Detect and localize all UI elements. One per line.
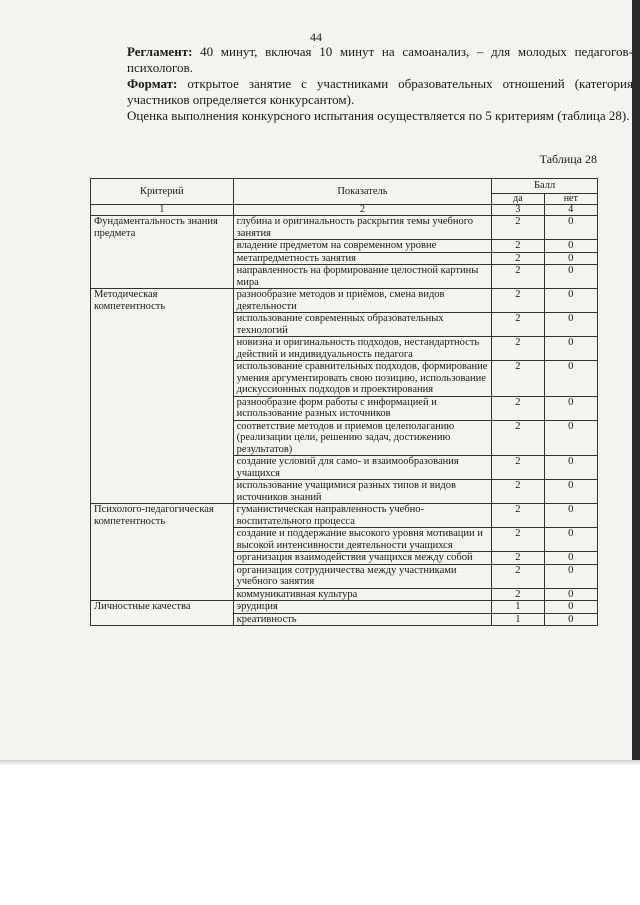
score-yes-cell: 2 bbox=[492, 480, 544, 504]
regulation-text: 40 минут, включая 10 минут на самоанализ, – для молодых педагогов-психологов. bbox=[127, 44, 633, 75]
score-no-cell: 0 bbox=[544, 504, 597, 528]
indicator-cell: разнообразие форм работы с информацией и использование разных источников bbox=[233, 396, 492, 420]
score-yes-cell: 2 bbox=[492, 564, 544, 588]
indicator-cell: владение предметом на современном уровне bbox=[233, 240, 492, 253]
paragraph-regulation bbox=[91, 44, 633, 76]
score-yes-cell: 2 bbox=[492, 456, 544, 480]
score-no-cell: 0 bbox=[544, 240, 597, 253]
score-yes-cell: 2 bbox=[492, 588, 544, 601]
scan-edge bbox=[0, 760, 640, 766]
indicator-cell: направленность на формирование целостной картины мира bbox=[233, 265, 492, 289]
table-row bbox=[91, 289, 598, 313]
indicator-cell: создание условий для само- и взаимообразования учащихся bbox=[233, 456, 492, 480]
score-yes-cell: 2 bbox=[492, 552, 544, 565]
indicator-cell: использование сравнительных подходов, формирование умения аргументировать свою позицию, использование дискуссионных подходов и проектирования bbox=[233, 361, 492, 397]
page-number: 44 bbox=[310, 30, 322, 44]
criterion-cell: Фундаментальность знания предмета bbox=[91, 216, 234, 289]
paragraph-format bbox=[91, 76, 633, 108]
score-yes-cell: 2 bbox=[492, 504, 544, 528]
score-no-cell: 0 bbox=[544, 588, 597, 601]
column-number: 3 bbox=[492, 205, 544, 216]
score-yes-cell: 2 bbox=[492, 361, 544, 397]
score-yes-cell: 2 bbox=[492, 337, 544, 361]
score-yes-cell: 2 bbox=[492, 289, 544, 313]
score-yes-cell: 2 bbox=[492, 420, 544, 456]
score-no-cell: 0 bbox=[544, 480, 597, 504]
score-yes-cell: 2 bbox=[492, 216, 544, 240]
criterion-cell: Методическая компетентность bbox=[91, 289, 234, 504]
format-label: Формат: bbox=[127, 76, 178, 91]
indicator-cell: метапредметность занятия bbox=[233, 252, 492, 265]
header-yes: да bbox=[492, 194, 544, 205]
score-no-cell: 0 bbox=[544, 265, 597, 289]
score-no-cell: 0 bbox=[544, 396, 597, 420]
criterion-cell: Личностные качества bbox=[91, 601, 234, 626]
indicator-cell: соответствие методов и приемов целеполаганию (реализации цели, решению задач, достижению результатов) bbox=[233, 420, 492, 456]
indicator-cell: организация взаимодействия учащихся между собой bbox=[233, 552, 492, 565]
indicator-cell: использование учащимися разных типов и видов источников знаний bbox=[233, 480, 492, 504]
score-yes-cell: 2 bbox=[492, 313, 544, 337]
score-no-cell: 0 bbox=[544, 216, 597, 240]
table-caption: Таблица 28 bbox=[539, 152, 597, 166]
header-criterion: Критерий bbox=[91, 179, 234, 205]
indicator-cell: эрудиция bbox=[233, 601, 492, 614]
score-no-cell: 0 bbox=[544, 313, 597, 337]
score-no-cell: 0 bbox=[544, 252, 597, 265]
indicator-cell: новизна и оригинальность подходов, нестандартность действий и индивидуальность педагога bbox=[233, 337, 492, 361]
score-no-cell: 0 bbox=[544, 361, 597, 397]
header-indicator: Показатель bbox=[233, 179, 492, 205]
column-number: 1 bbox=[91, 205, 234, 216]
score-yes-cell: 2 bbox=[492, 252, 544, 265]
table-row bbox=[91, 216, 598, 240]
indicator-cell: разнообразие методов и приёмов, смена видов деятельности bbox=[233, 289, 492, 313]
score-yes-cell: 2 bbox=[492, 265, 544, 289]
table-row bbox=[91, 601, 598, 614]
criterion-cell: Психолого-педагогическая компетентность bbox=[91, 504, 234, 601]
paragraph-evaluation: Оценка выполнения конкурсного испытания осуществляется по 5 критериям (таблица 28). bbox=[127, 108, 630, 123]
indicator-cell: креативность bbox=[233, 613, 492, 626]
indicator-cell: организация сотрудничества между участниками учебного занятия bbox=[233, 564, 492, 588]
score-no-cell: 0 bbox=[544, 564, 597, 588]
table-row bbox=[91, 504, 598, 528]
indicator-cell: коммуникативная культура bbox=[233, 588, 492, 601]
score-no-cell: 0 bbox=[544, 289, 597, 313]
header-score: Балл bbox=[492, 179, 598, 194]
column-number: 4 bbox=[544, 205, 597, 216]
score-yes-cell: 2 bbox=[492, 240, 544, 253]
score-yes-cell: 2 bbox=[492, 396, 544, 420]
score-no-cell: 0 bbox=[544, 601, 597, 614]
indicator-cell: использование современных образовательных технологий bbox=[233, 313, 492, 337]
header-no: нет bbox=[544, 194, 597, 205]
score-no-cell: 0 bbox=[544, 420, 597, 456]
score-no-cell: 0 bbox=[544, 528, 597, 552]
score-no-cell: 0 bbox=[544, 337, 597, 361]
indicator-cell: гуманистическая направленность учебно-воспитательного процесса bbox=[233, 504, 492, 528]
score-no-cell: 0 bbox=[544, 552, 597, 565]
score-no-cell: 0 bbox=[544, 456, 597, 480]
regulation-label: Регламент: bbox=[127, 44, 193, 59]
format-text: открытое занятие с участниками образовательных отношений (категория участников определяется конкурсантом). bbox=[127, 76, 633, 107]
score-yes-cell: 2 bbox=[492, 528, 544, 552]
table-body bbox=[91, 216, 598, 626]
criteria-table bbox=[90, 178, 598, 626]
score-no-cell: 0 bbox=[544, 613, 597, 626]
indicator-cell: создание и поддержание высокого уровня мотивации и высокой интенсивности деятельности учащихся bbox=[233, 528, 492, 552]
score-yes-cell: 1 bbox=[492, 613, 544, 626]
column-number: 2 bbox=[233, 205, 492, 216]
indicator-cell: глубина и оригинальность раскрытия темы учебного занятия bbox=[233, 216, 492, 240]
score-yes-cell: 1 bbox=[492, 601, 544, 614]
